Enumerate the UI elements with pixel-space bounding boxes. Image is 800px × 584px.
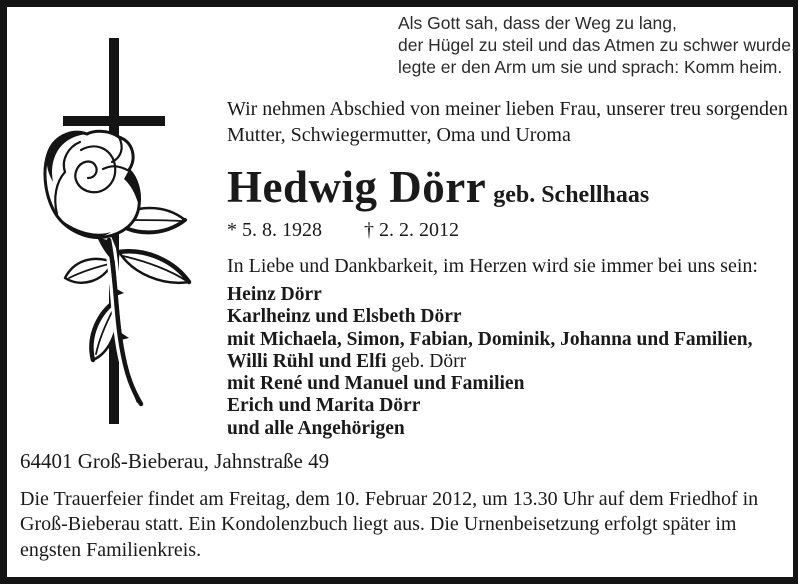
mourners-list: [227, 284, 753, 440]
mourner-line: Heinz Dörr: [227, 284, 322, 305]
deceased-name-line: [227, 162, 650, 212]
mourner-line: Willi Rühl und Elfi geb. Dörr: [227, 350, 467, 372]
tribute-line: In Liebe und Dankbarkeit, im Herzen wird sie immer bei uns sein:: [227, 255, 758, 277]
life-dates: [227, 219, 459, 242]
poem-line: legte er den Arm um sie und sprach: Komm heim.: [398, 57, 783, 77]
mourner-line: und alle Angehörigen: [227, 417, 405, 439]
birth-date: * 5. 8. 1928: [227, 219, 322, 241]
poem-text: [398, 12, 796, 78]
mourner-line: Karlheinz und Elsbeth Dörr: [227, 306, 462, 328]
address-line: 64401 Groß-Bieberau, Jahnstraße 49: [20, 449, 330, 473]
poem-line: Als Gott sah, dass der Weg zu lang,: [398, 13, 677, 33]
rose-icon: [45, 131, 140, 262]
intro-text: Wir nehmen Abschied von meiner lieben Frau, unserer treu sorgenden Mutter, Schwiegermutter, Oma und Uroma: [227, 98, 788, 146]
deceased-name: Hedwig Dörr: [227, 162, 487, 212]
mourner-line: mit René und Manuel und Familien: [227, 373, 525, 395]
maiden-name: geb. Schellhaas: [493, 182, 650, 208]
mourner-line: Erich und Marita Dörr: [227, 395, 421, 417]
funeral-info: Die Trauerfeier findet am Freitag, dem 10. Februar 2012, um 13.30 Uhr auf dem Friedhof in Groß-Bieberau statt. Ein Kondolenzbuch liegt aus. Die Urnenbeisetzung erfolgt später im engsten Familienkreis.: [20, 488, 759, 561]
death-date: † 2. 2. 2012: [364, 219, 459, 241]
mourner-line: mit Michaela, Simon, Fabian, Dominik, Johanna und Familien,: [227, 328, 753, 350]
cross-and-rose-illustration: [25, 30, 225, 430]
poem-line: der Hügel zu steil und das Atmen zu schwer wurde,: [398, 35, 796, 55]
